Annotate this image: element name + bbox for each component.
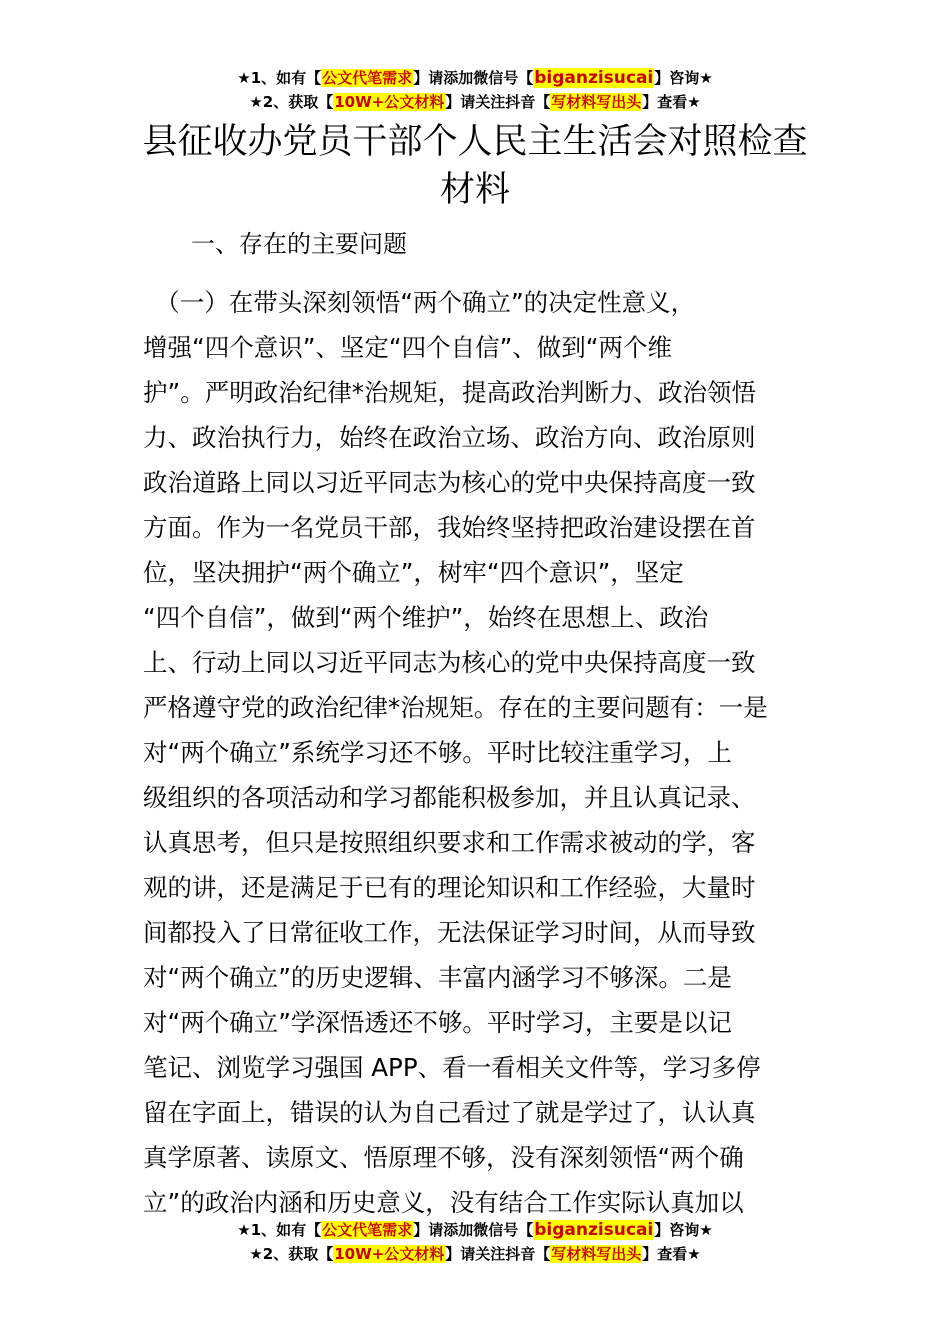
body-line: 留在字面上，错误的认为自己看过了就是学过了，认认真 [143,1098,756,1127]
body-line: 立”的政治内涵和历史意义，没有结合工作实际认真加以 [143,1188,744,1217]
banner-highlight: biganzisucai [534,68,654,88]
body-line: 护”。严明政治纪律*治规矩，提高政治判断力、政治领悟 [143,378,756,407]
banner-highlight: 写材料写出头 [551,1245,642,1263]
section-heading: 一、存在的主要问题 [191,230,407,258]
banner-text: 】请关注抖音【 [445,1245,551,1263]
body-line: 观的讲，还是满足于已有的理论知识和工作经验，大量时 [143,873,756,902]
title-line: 材料 [439,170,510,210]
title-line: 县征收办党员干部个人民主生活会对照检查 [142,122,808,162]
banner-text: 】咨询★ [654,69,713,87]
banner-highlight: 10W+公文材料 [334,93,445,111]
banner-text: ★1、如有【 [237,1221,322,1239]
banner-line-2 [0,1242,950,1266]
body-line: 对“两个确立”学深悟透还不够。平时学习，主要是以记 [143,1008,732,1037]
banner-text: 】请添加微信号【 [413,1221,534,1239]
banner-highlight: 10W+公文材料 [334,1245,445,1263]
banner-line-2 [0,90,950,114]
banner-line-1 [0,66,950,90]
banner-text: ★2、获取【 [249,1245,334,1263]
banner-text: 】请添加微信号【 [413,69,534,87]
banner-highlight: 写材料写出头 [551,93,642,111]
body-line: 增强“四个意识”、坚定“四个自信”、做到“两个维 [143,333,672,362]
body-line: 上、行动上同以习近平同志为核心的党中央保持高度一致 [143,648,756,677]
banner-highlight: biganzisucai [534,1220,654,1240]
banner-text: ★1、如有【 [237,69,322,87]
document-body [143,280,813,1225]
body-line: 笔记、浏览学习强国 APP、看一看相关文件等，学习多停 [143,1053,761,1082]
body-line: 位，坚决拥护“两个确立”，树牢“四个意识”，坚定 [143,558,684,587]
body-line: 对“两个确立”的历史逻辑、丰富内涵学习不够深。二是 [143,963,732,992]
body-line: 间都投入了日常征收工作，无法保证学习时间，从而导致 [143,918,756,947]
banner-text: 】咨询★ [654,1221,713,1239]
body-line: （一）在带头深刻领悟“两个确立”的决定性意义， [143,288,696,317]
banner-highlight: 公文代笔需求 [322,1221,413,1239]
body-line: 级组织的各项活动和学习都能积极参加，并且认真记录、 [143,783,756,812]
body-line: 认真思考，但只是按照组织要求和工作需求被动的学，客 [143,828,756,857]
header-banner [0,66,950,114]
banner-text: 】查看★ [642,93,701,111]
banner-text: ★2、获取【 [249,93,334,111]
footer-banner [0,1218,950,1266]
body-line: 对“两个确立”系统学习还不够。平时比较注重学习，上 [143,738,732,767]
body-line: 严格遵守党的政治纪律*治规矩。存在的主要问题有：一是 [143,693,768,722]
document-title [120,118,830,214]
body-line: 方面。作为一名党员干部，我始终坚持把政治建设摆在首 [143,513,756,542]
body-line: 真学原著、读原文、悟原理不够，没有深刻领悟“两个确 [143,1143,744,1172]
body-line: 力、政治执行力，始终在政治立场、政治方向、政治原则 [143,423,756,452]
banner-text: 】查看★ [642,1245,701,1263]
body-line: 政治道路上同以习近平同志为核心的党中央保持高度一致 [143,468,756,497]
banner-text: 】请关注抖音【 [445,93,551,111]
banner-line-1 [0,1218,950,1242]
body-line: “四个自信”，做到“两个维护”，始终在思想上、政治 [143,603,709,632]
banner-highlight: 公文代笔需求 [322,69,413,87]
